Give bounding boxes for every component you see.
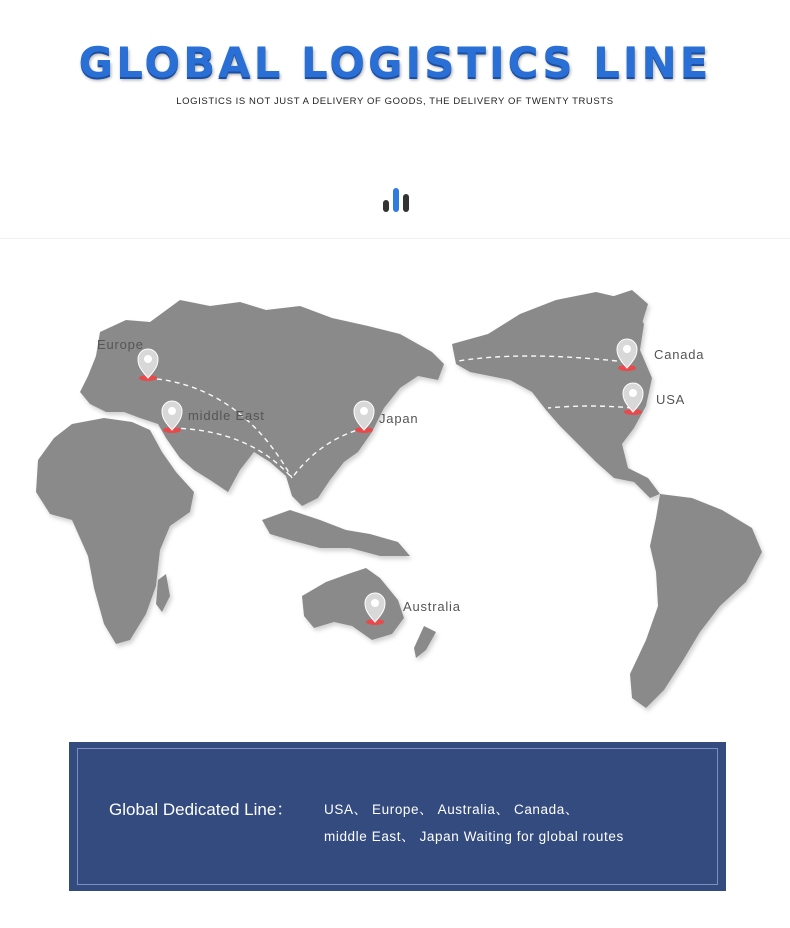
panel-line-2: middle East、 Japan Waiting for global routes (324, 829, 624, 844)
panel-line-1: USA、 Europe、 Australia、 Canada、 (324, 802, 579, 817)
world-map (0, 270, 790, 720)
location-pin-icon (354, 401, 374, 433)
bar-chart-icon (382, 186, 410, 214)
label-middle-east: middle East (188, 408, 265, 423)
label-europe: Europe (97, 337, 144, 352)
location-pin-icon (623, 383, 643, 415)
new-zealand-landmass (414, 626, 436, 658)
africa-landmass (36, 418, 194, 644)
australia-landmass (302, 568, 404, 640)
location-pin-icon (138, 349, 158, 381)
label-canada: Canada (654, 347, 705, 362)
label-usa: USA (656, 392, 686, 407)
label-australia: Australia (403, 599, 461, 614)
panel-heading: Global Dedicated Line： (109, 800, 294, 819)
madagascar-landmass (156, 574, 170, 612)
label-japan: Japan (379, 411, 419, 426)
location-pin-icon (162, 401, 182, 433)
location-pin-icon (365, 593, 385, 625)
location-pin-icon (617, 339, 637, 371)
page-subtitle: LOGISTICS IS NOT JUST A DELIVERY OF GOODS, THE DELIVERY OF TWENTY TRUSTS (176, 96, 614, 107)
section-divider (0, 238, 790, 239)
southeast-asia-islands (262, 510, 410, 556)
dedicated-line-panel (69, 742, 726, 891)
south-america-landmass (630, 494, 762, 708)
page-title: GLOBAL LOGISTICS LINE (78, 38, 712, 87)
